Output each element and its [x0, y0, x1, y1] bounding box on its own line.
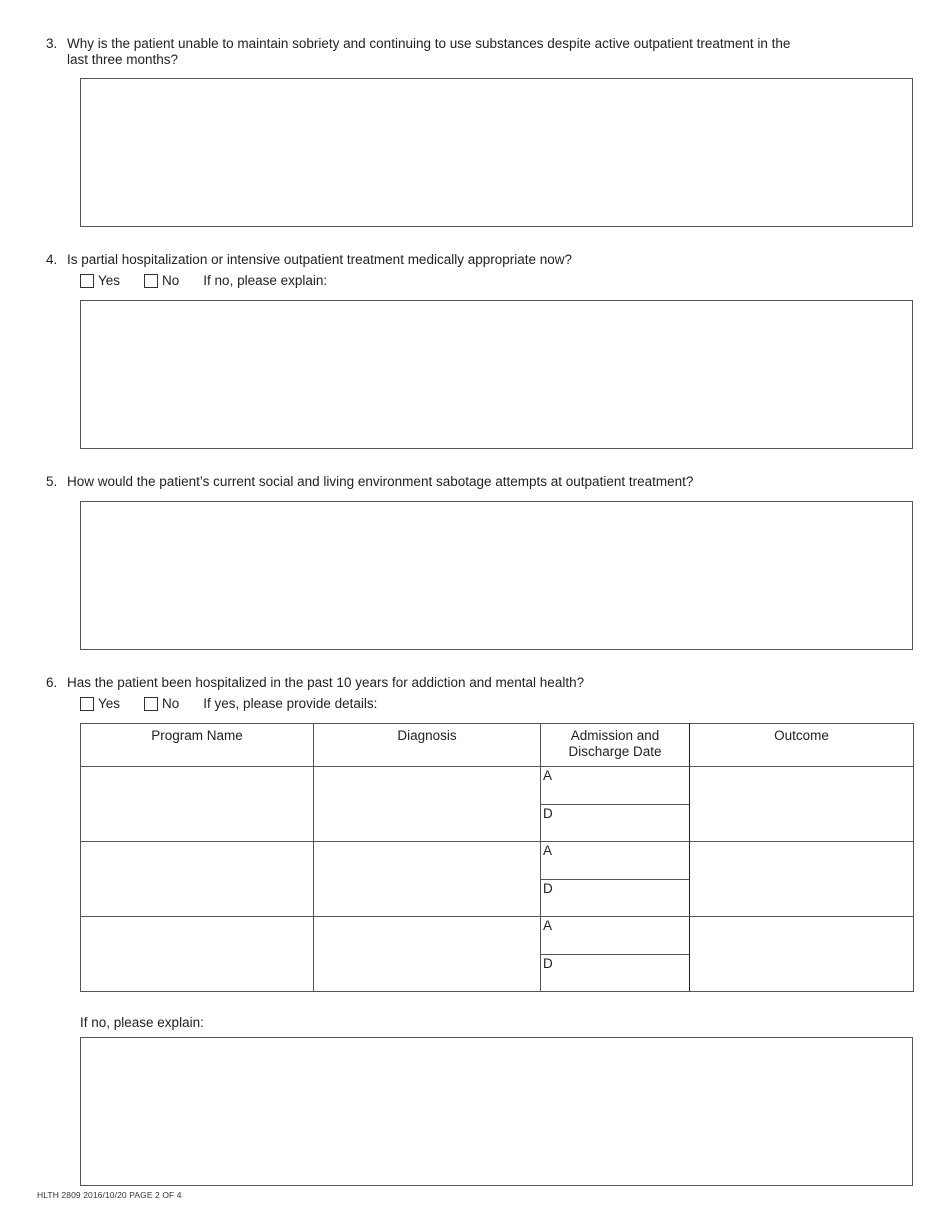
outcome-cell[interactable] [690, 767, 914, 842]
question-4-followup-label: If no, please explain: [203, 273, 328, 288]
question-5 [46, 474, 806, 490]
discharge-marker: D [543, 955, 553, 971]
question-5-number: 5. [46, 474, 58, 489]
table-row [81, 842, 914, 917]
program-name-cell[interactable] [81, 767, 314, 842]
question-5-answer-field[interactable] [80, 501, 913, 650]
outcome-cell[interactable] [690, 917, 914, 992]
header-admission-discharge-date [541, 724, 690, 767]
question-4 [46, 252, 806, 268]
question-6-options [80, 696, 377, 712]
discharge-date-field[interactable] [541, 880, 689, 917]
header-diagnosis: Diagnosis [314, 724, 541, 767]
program-name-cell[interactable] [81, 842, 314, 917]
discharge-marker: D [543, 880, 553, 896]
program-name-cell[interactable] [81, 917, 314, 992]
question-5-text: How would the patient’s current social and living environment sabotage attempts at outpatient treatment? [67, 474, 694, 489]
question-4-yes-label: Yes [98, 273, 121, 288]
admission-discharge-cell [541, 917, 690, 992]
hospitalization-history-table [80, 723, 914, 992]
question-6-no-explain-field[interactable] [80, 1037, 913, 1186]
admission-discharge-cell [541, 842, 690, 917]
table-row [81, 767, 914, 842]
form-footer: HLTH 2809 2016/10/20 PAGE 2 OF 4 [37, 1190, 182, 1200]
admission-date-field[interactable] [541, 917, 689, 955]
question-6-no-explain-label: If no, please explain: [80, 1015, 204, 1030]
discharge-marker: D [543, 805, 553, 821]
admission-discharge-cell [541, 767, 690, 842]
question-6-yes-checkbox[interactable] [80, 697, 94, 711]
admission-marker: A [543, 768, 553, 783]
admission-date-field[interactable] [541, 842, 689, 880]
question-6-number: 6. [46, 675, 58, 690]
diagnosis-cell[interactable] [314, 767, 541, 842]
table-header-row [81, 724, 914, 767]
question-4-text: Is partial hospitalization or intensive outpatient treatment medically appropriate now? [67, 252, 573, 267]
question-3-text: Why is the patient unable to maintain sobriety and continuing to use substances despite active outpatient treatment in the last three months? [67, 36, 791, 67]
header-admission-discharge-date-text: Admission and Discharge Date [568, 728, 662, 759]
header-program-name: Program Name [81, 724, 314, 767]
question-4-no-label: No [162, 273, 180, 288]
question-3-answer-field[interactable] [80, 78, 913, 227]
question-6-yes-label: Yes [98, 696, 121, 711]
question-4-yes-checkbox[interactable] [80, 274, 94, 288]
question-4-no-checkbox[interactable] [144, 274, 158, 288]
discharge-date-field[interactable] [541, 805, 689, 842]
question-4-options [80, 273, 327, 289]
question-3 [46, 36, 806, 68]
question-6 [46, 675, 806, 691]
admission-date-field[interactable] [541, 767, 689, 805]
header-outcome: Outcome [690, 724, 914, 767]
question-6-followup-label: If yes, please provide details: [203, 696, 378, 711]
admission-marker: A [543, 918, 553, 933]
question-4-answer-field[interactable] [80, 300, 913, 449]
outcome-cell[interactable] [690, 842, 914, 917]
question-6-text: Has the patient been hospitalized in the past 10 years for addiction and mental health? [67, 675, 585, 690]
discharge-date-field[interactable] [541, 955, 689, 992]
question-4-number: 4. [46, 252, 58, 267]
question-6-no-label: No [162, 696, 180, 711]
diagnosis-cell[interactable] [314, 842, 541, 917]
diagnosis-cell[interactable] [314, 917, 541, 992]
question-6-no-checkbox[interactable] [144, 697, 158, 711]
question-3-number: 3. [46, 36, 58, 51]
table-row [81, 917, 914, 992]
admission-marker: A [543, 843, 553, 858]
